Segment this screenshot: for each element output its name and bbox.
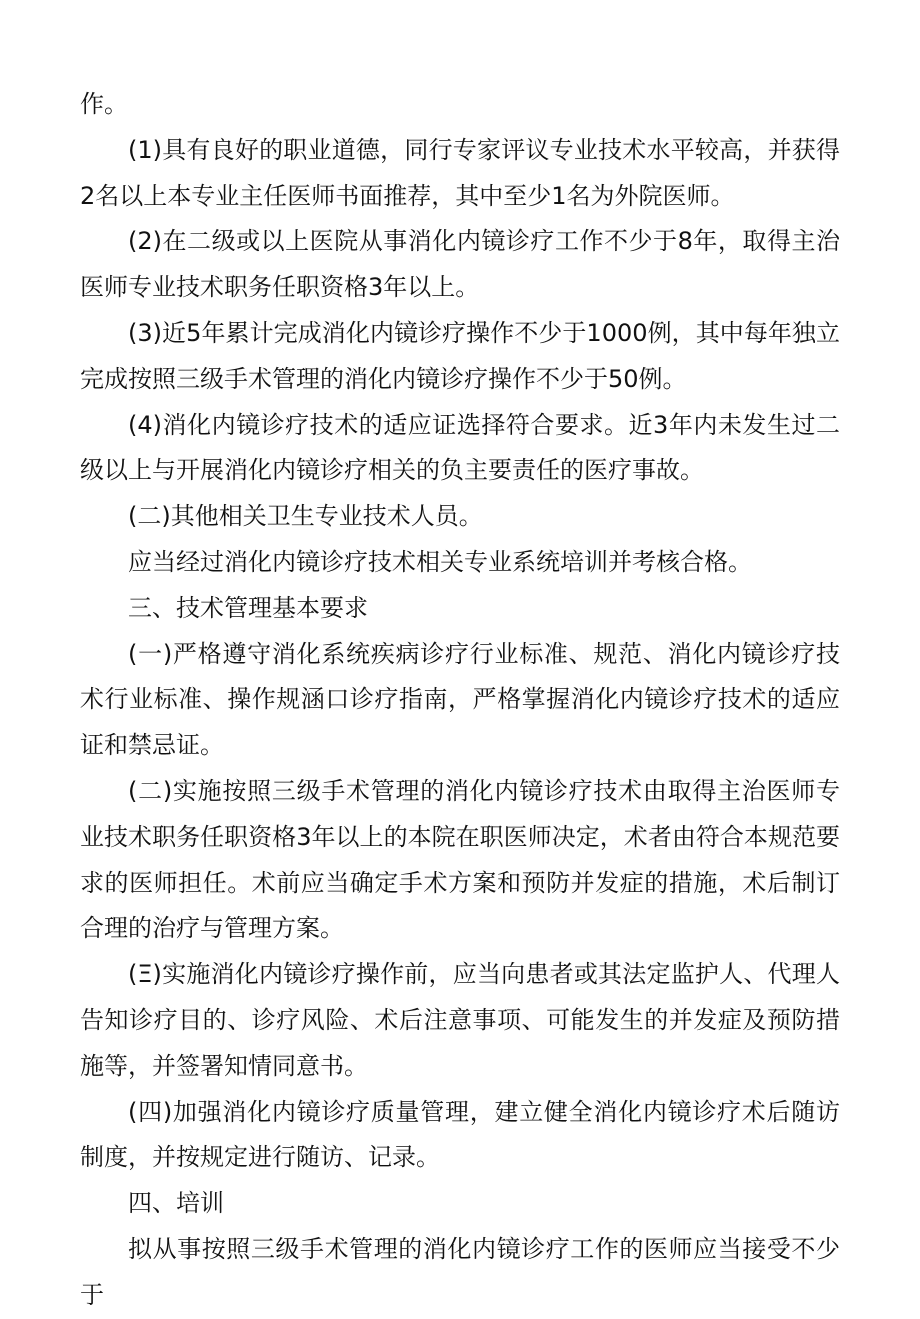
paragraph-training-requirement: 应当经过消化内镜诊疗技术相关专业系统培训并考核合格。 bbox=[128, 547, 752, 576]
section-heading-training: 四、培训 bbox=[128, 1189, 224, 1218]
paragraph-management-4: (四)加强消化内镜诊疗质量管理，建立健全消化内镜诊疗术后随访制度，并按规定进行随访、记录。 bbox=[80, 1097, 840, 1172]
paragraph-management-1: (一)严格遵守消化系统疾病诊疗行业标准、规范、消化内镜诊疗技术行业标准、操作规涵口诊疗指南，严格掌握消化内镜诊疗技术的适应证和禁忌证。 bbox=[80, 639, 840, 760]
paragraph-management-2: (二)实施按照三级手术管理的消化内镜诊疗技术由取得主治医师专业技术职务任职资格3年以上的本院在职医师决定，术者由符合本规范要求的医师担任。术前应当确定手术方案和预防并发症的措施，术后制订合理的治疗与管理方案。 bbox=[80, 776, 840, 943]
paragraph-item-1: (1)具有良好的职业道德，同行专家评议专业技术水平较高，并获得2名以上本专业主任医师书面推荐，其中至少1名为外院医师。 bbox=[80, 135, 840, 210]
paragraph-item-3: (3)近5年累计完成消化内镜诊疗操作不少于1000例，其中每年独立完成按照三级手术管理的消化内镜诊疗操作不少于50例。 bbox=[80, 318, 840, 393]
paragraph-continuation: 作。 bbox=[80, 90, 128, 118]
subheading-other-staff: (二)其他相关卫生专业技术人员。 bbox=[128, 502, 483, 531]
paragraph-item-2: (2)在二级或以上医院从事消化内镜诊疗工作不少于8年，取得主治医师专业技术职务任职资格3年以上。 bbox=[80, 227, 840, 302]
paragraph-training-start: 拟从事按照三级手术管理的消化内镜诊疗工作的医师应当接受不少于 bbox=[80, 1234, 840, 1309]
document-body bbox=[80, 82, 840, 1319]
paragraph-item-4: (4)消化内镜诊疗技术的适应证选择符合要求。近3年内未发生过二级以上与开展消化内镜诊疗相关的负主要责任的医疗事故。 bbox=[80, 410, 840, 485]
section-heading-technical-management: 三、技术管理基本要求 bbox=[128, 593, 368, 622]
paragraph-management-3: (Ξ)实施消化内镜诊疗操作前，应当向患者或其法定监护人、代理人告知诊疗目的、诊疗风险、术后注意事项、可能发生的并发症及预防措施等，并签署知情同意书。 bbox=[80, 960, 840, 1080]
